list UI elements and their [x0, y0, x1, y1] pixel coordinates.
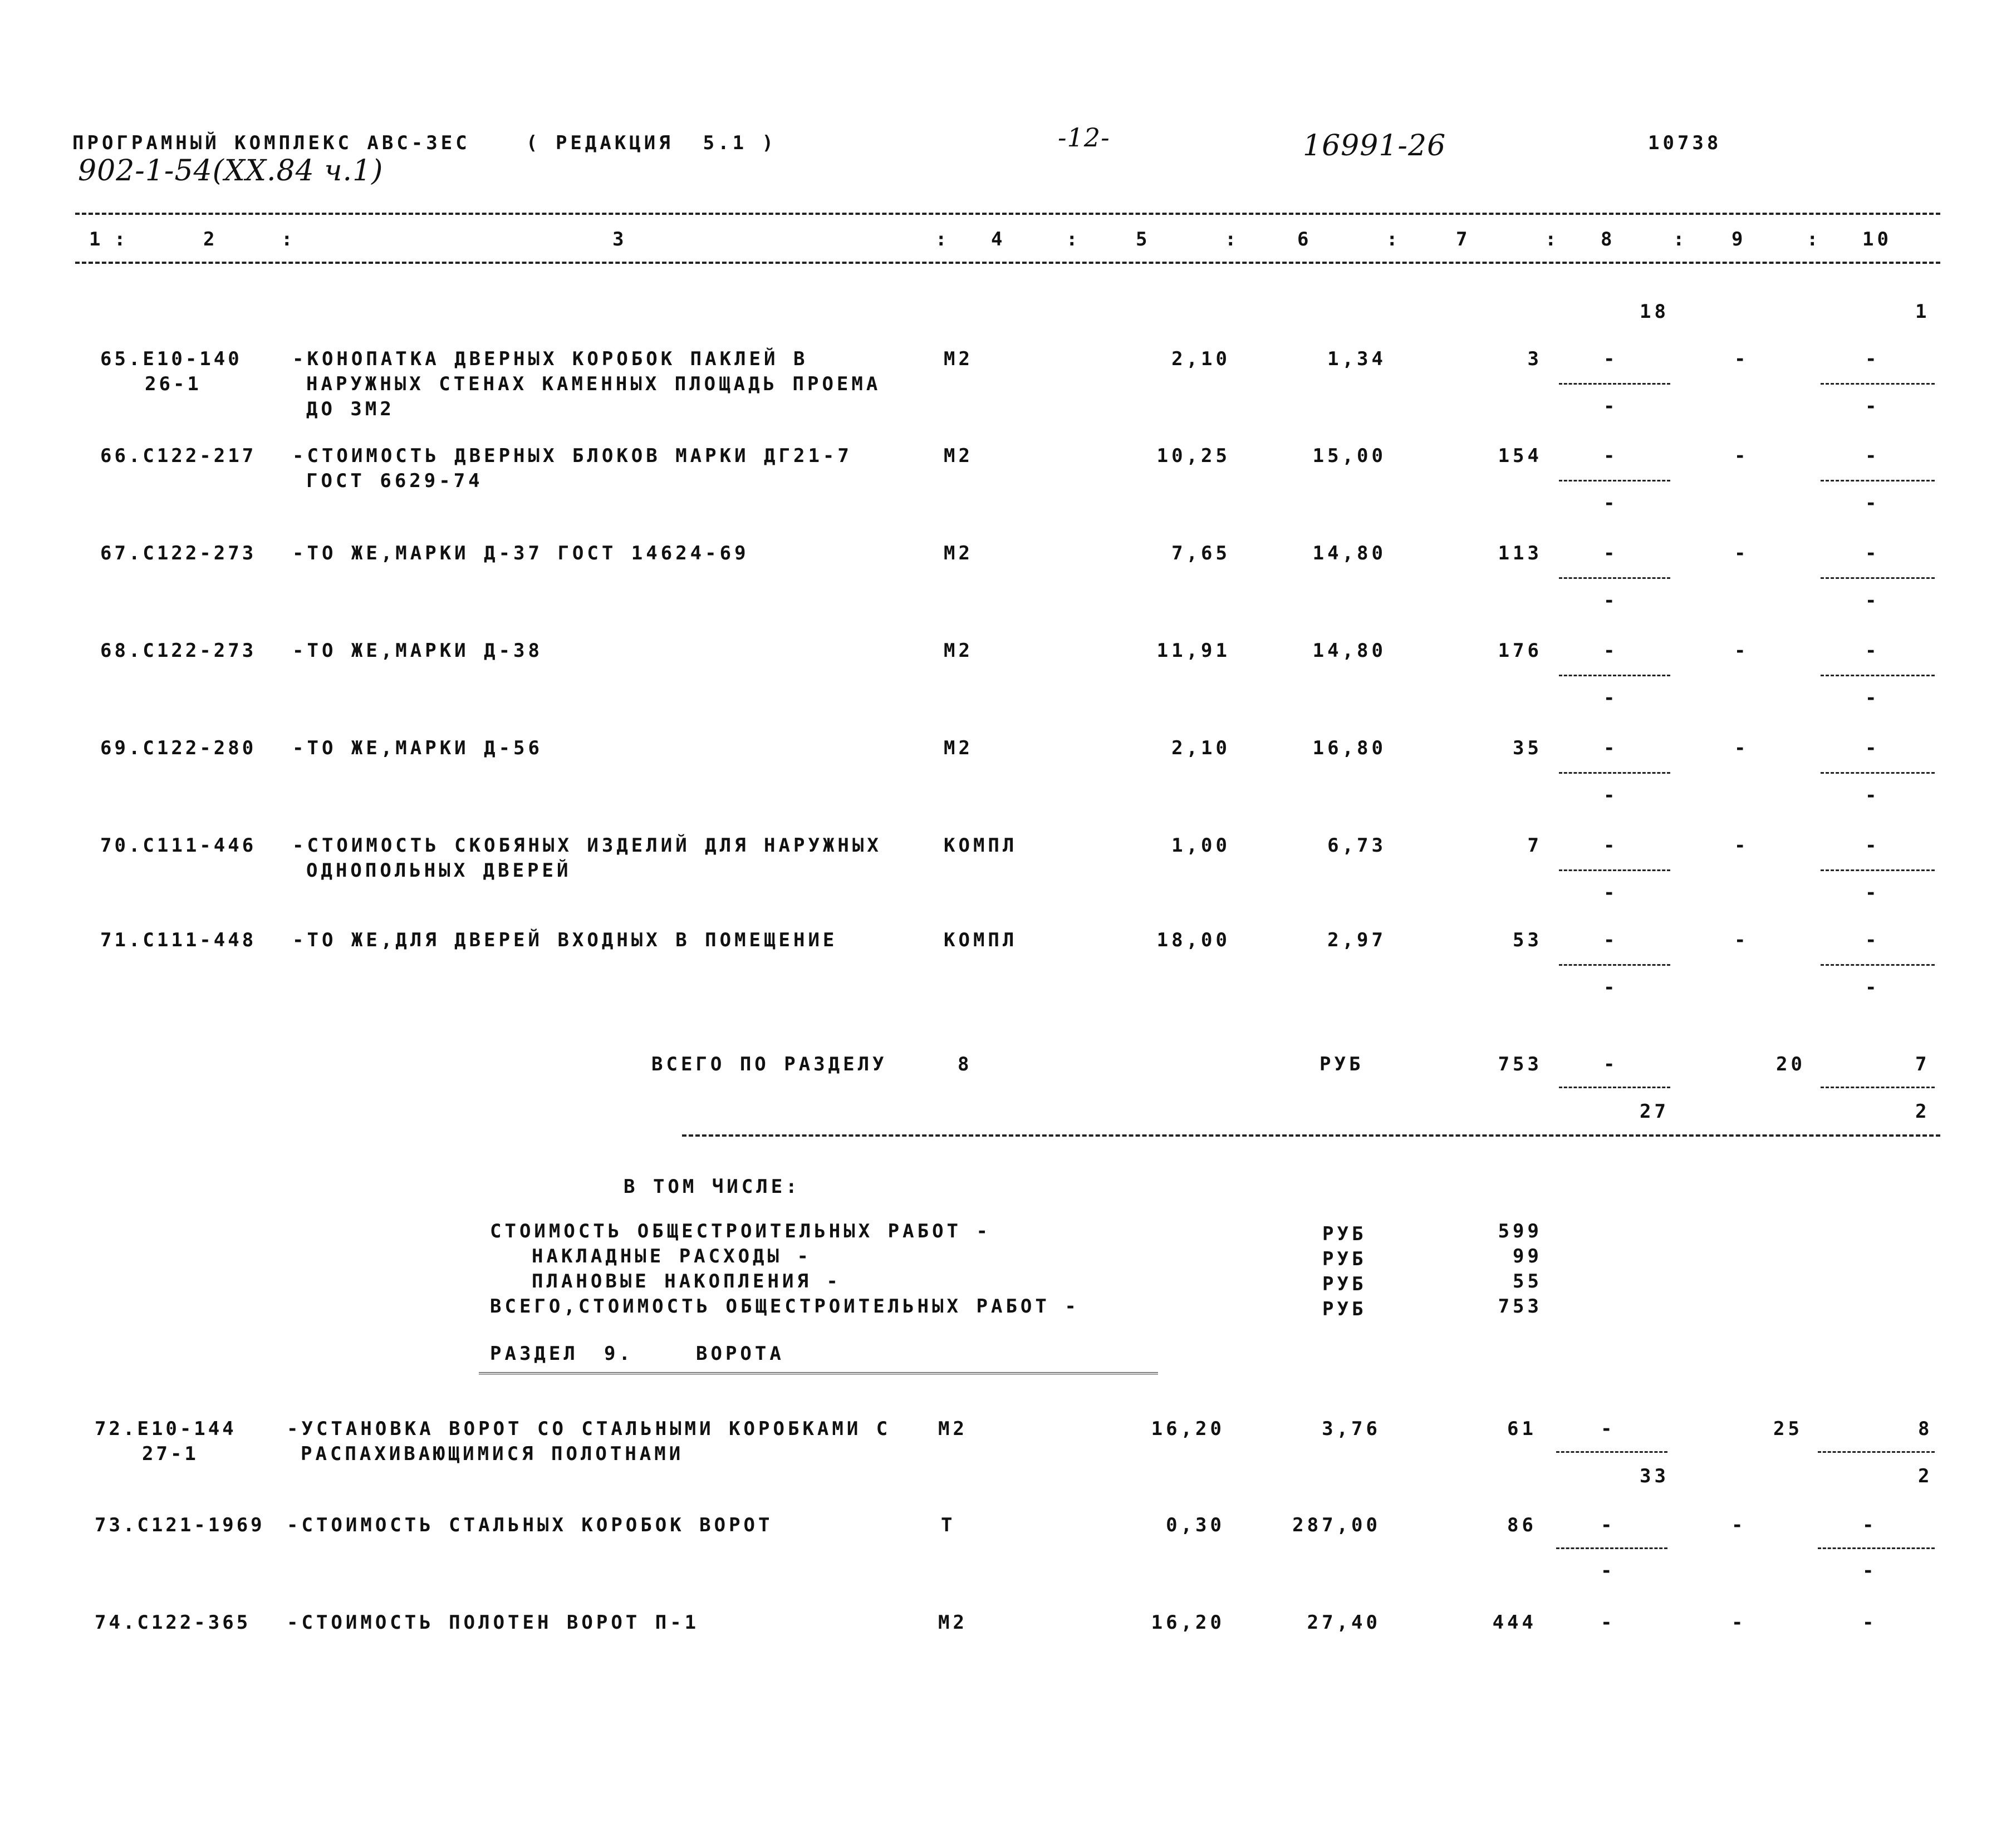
row-c8: -	[1603, 445, 1618, 467]
row-c8b: -	[1603, 784, 1618, 807]
section-total-number: 8	[958, 1053, 973, 1075]
row-qty: 1,00	[1171, 834, 1230, 857]
col-sep: :	[1386, 228, 1401, 250]
col-sep: :	[114, 228, 129, 250]
row-unit: КОМПЛ	[944, 929, 1018, 951]
col-sep: :	[1807, 228, 1822, 250]
row-c9: -	[1734, 640, 1749, 662]
cell-divider	[1559, 577, 1670, 579]
row-price: 1,34	[1327, 348, 1386, 370]
row-total: 444	[1492, 1611, 1537, 1634]
col-sep: :	[1545, 228, 1560, 250]
row-qty: 10,25	[1156, 445, 1230, 467]
cell-divider	[1821, 1087, 1935, 1088]
row-c10: 8	[1918, 1418, 1933, 1440]
section-total-c9: 20	[1776, 1053, 1806, 1075]
row-total: 61	[1507, 1418, 1537, 1440]
row-desc: -СТОИМОСТЬ СКОБЯНЫХ ИЗДЕЛИЙ ДЛЯ НАРУЖНЫХ	[292, 834, 882, 857]
incl-label: НАКЛАДНЫЕ РАСХОДЫ -	[532, 1245, 812, 1267]
row-qty: 11,91	[1156, 640, 1230, 662]
row-qty: 2,10	[1171, 737, 1230, 759]
col-7: 7	[1456, 228, 1471, 250]
row-total: 154	[1498, 445, 1542, 467]
row-code: 73.С121-1969	[95, 1514, 265, 1536]
col-sep: :	[935, 228, 950, 250]
row-c9: -	[1734, 834, 1749, 857]
row-desc: -УСТАНОВКА ВОРОТ СО СТАЛЬНЫМИ КОРОБКАМИ С	[287, 1418, 891, 1440]
cell-divider	[1821, 869, 1935, 871]
cell-divider	[1821, 964, 1935, 966]
row-unit: Т	[941, 1514, 956, 1536]
total-rule	[682, 1134, 1940, 1137]
carry-c10: 1	[1915, 301, 1930, 323]
row-desc-2: ГОСТ 6629-74	[306, 470, 483, 492]
row-code: 70.С111-446	[100, 834, 257, 857]
row-c10: -	[1865, 445, 1880, 467]
row-qty: 2,10	[1171, 348, 1230, 370]
incl-unit: РУБ	[1322, 1298, 1367, 1320]
row-code: 71.С111-448	[100, 929, 257, 951]
row-c8: -	[1603, 640, 1618, 662]
program-name: ПРОГРАМНЫЙ КОМПЛЕКС АВС-ЗЕС	[72, 132, 470, 154]
row-unit: М2	[944, 542, 973, 564]
row-c10b: 2	[1918, 1465, 1933, 1487]
cell-divider	[1559, 1087, 1670, 1088]
row-total: 7	[1527, 834, 1542, 857]
col-9: 9	[1731, 228, 1747, 250]
row-qty: 16,20	[1151, 1418, 1225, 1440]
row-price: 6,73	[1327, 834, 1386, 857]
project-code: 902-1-54(XX.84 ч.1)	[78, 154, 384, 188]
section9-num: 9.	[604, 1343, 634, 1365]
row-code: 69.С122-280	[100, 737, 257, 759]
row-c8b: -	[1603, 395, 1618, 417]
row-desc-3: ДО 3М2	[306, 398, 395, 420]
section-total-label: ВСЕГО ПО РАЗДЕЛУ	[651, 1053, 887, 1075]
incl-unit: РУБ	[1322, 1223, 1367, 1245]
incl-label: ПЛАНОВЫЕ НАКОПЛЕНИЯ -	[532, 1270, 841, 1293]
row-desc: -СТОИМОСТЬ ПОЛОТЕН ВОРОТ П-1	[287, 1611, 700, 1634]
row-total: 35	[1513, 737, 1542, 759]
row-code: 72.Е10-144	[95, 1418, 237, 1440]
row-desc: -СТОИМОСТЬ СТАЛЬНЫХ КОРОБОК ВОРОТ	[287, 1514, 773, 1536]
edition: ( РЕДАКЦИЯ 5.1 )	[526, 132, 777, 154]
col-2: 2	[203, 228, 218, 250]
row-desc: -ТО ЖЕ,МАРКИ Д-37 ГОСТ 14624-69	[292, 542, 749, 564]
row-c8: -	[1603, 929, 1618, 951]
col-8: 8	[1601, 228, 1616, 250]
row-unit: М2	[944, 445, 973, 467]
header-rule-top	[75, 213, 1940, 215]
row-code: 67.С122-273	[100, 542, 257, 564]
cell-divider	[1821, 577, 1935, 579]
row-c8b: -	[1603, 589, 1618, 612]
row-price: 15,00	[1312, 445, 1386, 467]
row-qty: 18,00	[1156, 929, 1230, 951]
section-total-c10: 7	[1915, 1053, 1930, 1075]
row-unit: КОМПЛ	[944, 834, 1018, 857]
row-c8b: -	[1603, 492, 1618, 514]
col-sep: :	[1066, 228, 1081, 250]
row-c8: -	[1603, 834, 1618, 857]
row-c10b: -	[1865, 492, 1880, 514]
row-c10b: -	[1865, 976, 1880, 999]
row-c10: -	[1865, 542, 1880, 564]
row-c9: 25	[1773, 1418, 1803, 1440]
section-total-c8: -	[1603, 1053, 1618, 1075]
row-price: 2,97	[1327, 929, 1386, 951]
row-price: 287,00	[1292, 1514, 1381, 1536]
row-c10: -	[1862, 1514, 1877, 1536]
row-c10: -	[1862, 1611, 1877, 1634]
cell-divider	[1559, 772, 1670, 774]
row-c10b: -	[1865, 589, 1880, 612]
row-desc: -КОНОПАТКА ДВЕРНЫХ КОРОБОК ПАКЛЕЙ В	[292, 348, 808, 370]
row-c8b: -	[1603, 687, 1618, 709]
col-5: 5	[1136, 228, 1151, 250]
row-c9: -	[1734, 348, 1749, 370]
cell-divider	[1559, 869, 1670, 871]
page-number: -12-	[1058, 122, 1110, 153]
cell-divider	[1559, 964, 1670, 966]
row-desc-2: РАСПАХИВАЮЩИМИСЯ ПОЛОТНАМИ	[301, 1443, 684, 1465]
row-unit: М2	[944, 348, 973, 370]
row-total: 3	[1527, 348, 1542, 370]
cell-divider	[1556, 1547, 1667, 1549]
row-desc: -ТО ЖЕ,МАРКИ Д-56	[292, 737, 543, 759]
incl-value: 753	[1498, 1295, 1542, 1318]
row-price: 3,76	[1322, 1418, 1381, 1440]
row-price: 16,80	[1312, 737, 1386, 759]
row-qty: 7,65	[1171, 542, 1230, 564]
row-c10b: -	[1865, 687, 1880, 709]
row-total: 53	[1513, 929, 1542, 951]
row-c10b: -	[1865, 882, 1880, 904]
row-desc: -СТОИМОСТЬ ДВЕРНЫХ БЛОКОВ МАРКИ ДГ21-7	[292, 445, 852, 467]
row-c9: -	[1734, 445, 1749, 467]
row-price: 27,40	[1307, 1611, 1381, 1634]
row-code: 74.С122-365	[95, 1611, 251, 1634]
row-c8: -	[1601, 1514, 1616, 1536]
incl-value: 99	[1513, 1245, 1542, 1267]
incl-value: 599	[1498, 1220, 1542, 1242]
row-c8: -	[1601, 1611, 1616, 1634]
row-total: 113	[1498, 542, 1542, 564]
row-c10b: -	[1865, 395, 1880, 417]
row-desc-2: НАРУЖНЫХ СТЕНАХ КАМЕННЫХ ПЛОЩАДЬ ПРОЕМА	[306, 373, 881, 395]
row-unit: М2	[944, 640, 973, 662]
row-qty: 16,20	[1151, 1611, 1225, 1634]
row-c9: -	[1731, 1611, 1747, 1634]
section-total-value: 753	[1498, 1053, 1542, 1075]
cell-divider	[1821, 383, 1935, 385]
col-1: 1	[89, 228, 104, 250]
incl-unit: РУБ	[1322, 1248, 1367, 1270]
row-c8b: -	[1603, 976, 1618, 999]
cell-divider	[1818, 1547, 1935, 1549]
row-desc: -ТО ЖЕ,ДЛЯ ДВЕРЕЙ ВХОДНЫХ В ПОМЕЩЕНИЕ	[292, 929, 838, 951]
row-desc-2: ОДНОПОЛЬНЫХ ДВЕРЕЙ	[306, 859, 572, 882]
row-c8: -	[1601, 1418, 1616, 1440]
col-sep: :	[1673, 228, 1688, 250]
row-c8b: -	[1603, 882, 1618, 904]
incl-value: 55	[1513, 1270, 1542, 1293]
row-unit: М2	[938, 1611, 968, 1634]
cell-divider	[1818, 1451, 1935, 1453]
section-total-c10b: 2	[1915, 1100, 1930, 1123]
row-unit: М2	[944, 737, 973, 759]
row-price: 14,80	[1312, 542, 1386, 564]
row-c10: -	[1865, 640, 1880, 662]
row-code-2: 27-1	[142, 1443, 199, 1465]
col-3: 3	[612, 228, 627, 250]
row-total: 176	[1498, 640, 1542, 662]
row-c8b: 33	[1640, 1465, 1669, 1487]
cell-divider	[1559, 675, 1670, 676]
section9-name: ВОРОТА	[696, 1343, 784, 1365]
cell-divider	[1559, 480, 1670, 481]
code-number: 10738	[1648, 132, 1722, 154]
row-c10b: -	[1865, 784, 1880, 807]
row-c9: -	[1731, 1514, 1747, 1536]
row-code-2: 26-1	[145, 373, 202, 395]
section-total-c8b: 27	[1640, 1100, 1669, 1123]
incl-unit: РУБ	[1322, 1273, 1367, 1295]
section9-label: РАЗДЕЛ	[490, 1343, 578, 1365]
row-c8: -	[1603, 542, 1618, 564]
row-code: 65.Е10-140	[100, 348, 242, 370]
cell-divider	[1821, 772, 1935, 774]
row-desc: -ТО ЖЕ,МАРКИ Д-38	[292, 640, 543, 662]
cell-divider	[1556, 1451, 1667, 1453]
col-sep: :	[281, 228, 296, 250]
col-10: 10	[1862, 228, 1892, 250]
incl-label: СТОИМОСТЬ ОБЩЕСТРОИТЕЛЬНЫХ РАБОТ -	[490, 1220, 991, 1242]
row-c9: -	[1734, 737, 1749, 759]
row-total: 86	[1507, 1514, 1537, 1536]
row-c10b: -	[1862, 1560, 1877, 1582]
col-sep: :	[1225, 228, 1240, 250]
including-title: В ТОМ ЧИСЛЕ:	[624, 1176, 801, 1198]
row-c8b: -	[1601, 1560, 1616, 1582]
row-c10: -	[1865, 834, 1880, 857]
row-code: 68.С122-273	[100, 640, 257, 662]
row-unit: М2	[938, 1418, 968, 1440]
row-price: 14,80	[1312, 640, 1386, 662]
row-c8: -	[1603, 737, 1618, 759]
row-code: 66.С122-217	[100, 445, 257, 467]
row-c9: -	[1734, 929, 1749, 951]
cell-divider	[1559, 383, 1670, 385]
section-total-unit: РУБ	[1320, 1053, 1364, 1075]
section9-underline	[479, 1372, 1158, 1377]
row-c10: -	[1865, 737, 1880, 759]
col-6: 6	[1297, 228, 1312, 250]
cell-divider	[1821, 480, 1935, 481]
row-c10: -	[1865, 929, 1880, 951]
incl-label: ВСЕГО,СТОИМОСТЬ ОБЩЕСТРОИТЕЛЬНЫХ РАБОТ -	[490, 1295, 1080, 1318]
row-c10: -	[1865, 348, 1880, 370]
cell-divider	[1821, 675, 1935, 676]
doc-number: 16991-26	[1303, 129, 1446, 163]
header-rule-bottom	[75, 262, 1940, 264]
row-c9: -	[1734, 542, 1749, 564]
row-qty: 0,30	[1166, 1514, 1225, 1536]
carry-c8: 18	[1640, 301, 1669, 323]
col-4: 4	[991, 228, 1006, 250]
row-c8: -	[1603, 348, 1618, 370]
